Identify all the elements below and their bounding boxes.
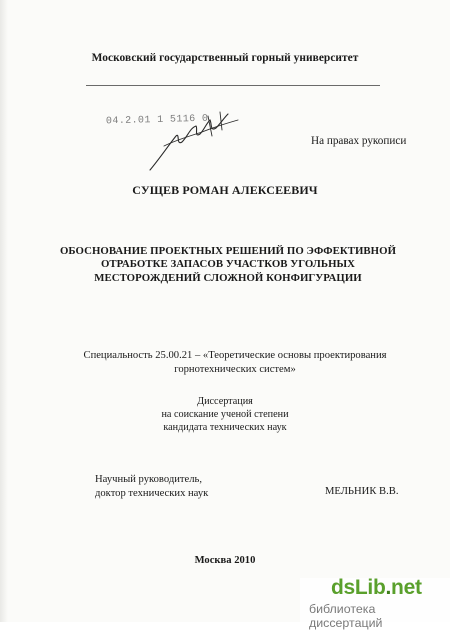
supervisor-name: МЕЛЬНИК В.В. xyxy=(325,486,399,497)
header-rule xyxy=(86,85,380,86)
supervisor-role-line: доктор технических наук xyxy=(95,487,209,499)
dissertation-title xyxy=(50,245,406,285)
watermark-logo-main: dsLib xyxy=(331,576,386,599)
city-year: Москва 2010 xyxy=(194,555,256,566)
author-signature xyxy=(146,106,242,176)
degree-line: на соискание ученой степени xyxy=(161,408,289,420)
degree-line: кандидата технических наук xyxy=(163,421,287,433)
scan-edge-shadow xyxy=(0,0,8,622)
registration-stamp: 04.2.01 1 5116 0 xyxy=(105,113,209,128)
manuscript-rights-note: На правах рукописи xyxy=(311,135,407,147)
title-line: ОТРАБОТКЕ ЗАПАСОВ УЧАСТКОВ УГОЛЬНЫХ xyxy=(100,258,356,271)
watermark-logo[interactable] xyxy=(331,576,422,600)
watermark-logo-tld: net xyxy=(391,576,422,599)
specialty-block xyxy=(40,349,430,377)
degree-block xyxy=(0,396,450,434)
university-header: Московский государственный горный университет xyxy=(91,52,359,64)
supervisor-role xyxy=(95,473,208,500)
specialty-line: горнотехнических систем» xyxy=(174,364,296,375)
specialty-line: Специальность 25.00.21 – «Теоретические основы проектирования xyxy=(83,350,387,361)
watermark-logo-dot: . xyxy=(385,576,392,599)
degree-line: Диссертация xyxy=(197,396,253,407)
title-line: ОБОСНОВАНИЕ ПРОЕКТНЫХ РЕШЕНИЙ ПО ЭФФЕКТИВНОЙ xyxy=(59,245,397,257)
title-line: МЕСТОРОЖДЕНИЙ СЛОЖНОЙ КОНФИГУРАЦИИ xyxy=(94,271,362,284)
author-name: СУЩЕВ РОМАН АЛЕКСЕЕВИЧ xyxy=(132,183,318,197)
watermark-subtitle: библиотека диссертаций xyxy=(309,602,383,630)
supervisor-role-line: Научный руководитель, xyxy=(95,474,202,485)
